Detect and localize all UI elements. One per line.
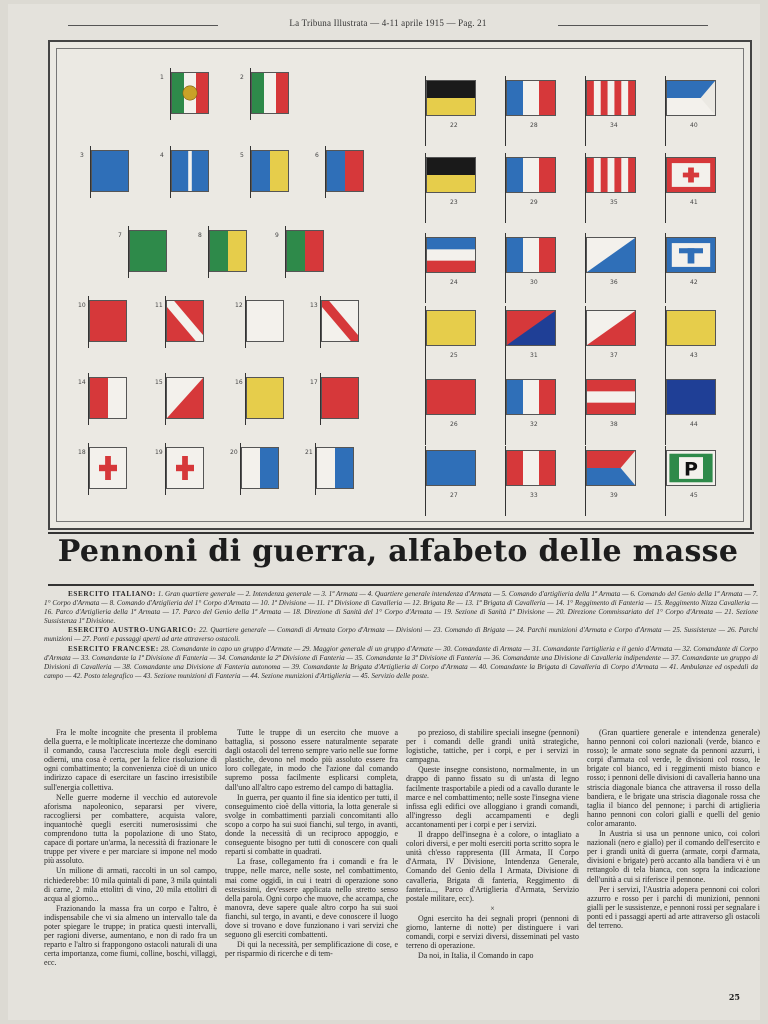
flag-cloth	[586, 80, 636, 116]
flag-number: 37	[610, 352, 618, 359]
flag-number: 32	[530, 421, 538, 428]
flag-31	[505, 310, 557, 380]
flag-7	[118, 230, 168, 282]
flag-number: 5	[240, 152, 244, 159]
svg-text:P: P	[684, 459, 698, 481]
page-title: Pennoni di guerra, alfabeto delle masse	[57, 534, 739, 569]
flag-cloth	[171, 72, 209, 114]
flag-cloth	[286, 230, 324, 272]
flag-3	[80, 150, 130, 202]
flag-25	[425, 310, 477, 380]
flag-17	[310, 377, 360, 429]
legend-austrian-head: ESERCITO AUSTRO-UNGARICO:	[68, 626, 197, 635]
flag-cloth	[666, 237, 716, 273]
flag-cloth	[666, 80, 716, 116]
flag-number: 41	[690, 199, 698, 206]
paragraph: Ogni esercito ha dei segnali propri (pennoni di giorno, lanterne di notte) per distinguere i vari comandi, corpi e servizi diversi, disseminati pel vasto terreno di operazione.	[406, 913, 579, 951]
flag-cloth	[666, 157, 716, 193]
flag-number: 30	[530, 279, 538, 286]
flag-number: 18	[78, 449, 86, 456]
flag-cloth	[166, 447, 204, 489]
flag-cloth	[506, 237, 556, 273]
paragraph: Da noi, in Italia, il Comando in capo	[418, 951, 534, 961]
flag-number: 38	[610, 421, 618, 428]
flag-number: 24	[450, 279, 458, 286]
flag-number: 15	[155, 379, 163, 386]
flag-cloth	[166, 377, 204, 419]
flag-10	[78, 300, 128, 352]
flag-cloth	[129, 230, 167, 272]
flag-cloth	[316, 447, 354, 489]
flag-44	[665, 379, 717, 449]
paragraph: Tutte le truppe di un esercito che muove a battaglia, si possono essere naturalmente separate dagli ostacoli del terreno sempre vario nelle sue forme plastiche, devono nel modo più assoluto essere fra loro collegate, in modo che l'azione dal comando supremo possa facilmente esplicarsi completa, dall'uno all'altro capo estremo del campo di battaglia.	[225, 728, 398, 792]
flag-4	[160, 150, 210, 202]
flag-cloth	[426, 157, 476, 193]
flag-16	[235, 377, 285, 429]
flag-cloth	[426, 237, 476, 273]
flag-number: 20	[230, 449, 238, 456]
flag-30	[505, 237, 557, 307]
flag-28	[505, 80, 557, 150]
flags-plate	[48, 40, 752, 530]
flag-number: 36	[610, 279, 618, 286]
flag-number: 4	[160, 152, 164, 159]
paragraph: La frase, collegamento fra i comandi e fra le truppe, nelle marce, nelle soste, nel combattimento, mai come oggidì, in cui i teatri di operazione sono estesissimi, dev'essere applicata nello stretto senso della parola. Ogni corpo che muove, che accampa, che manovra, deve sapere quale altro corpo ha sui suoi fianchi, sul tergo, in avanti, e deve conoscere il luogo dove si trovano e dove funzionano i vari servizi che seguono gli eserciti combattenti.	[225, 857, 398, 940]
flag-24	[425, 237, 477, 307]
flag-37	[585, 310, 637, 380]
flag-number: 16	[235, 379, 243, 386]
flag-38	[585, 379, 637, 449]
flags-legend	[44, 590, 758, 681]
legend-austrian	[44, 626, 758, 644]
flag-cloth	[426, 450, 476, 486]
article-column-2	[225, 728, 398, 1018]
flag-number: 12	[235, 302, 243, 309]
flag-number: 40	[690, 122, 698, 129]
flag-36	[585, 237, 637, 307]
flag-number: 11	[155, 302, 163, 309]
running-head	[68, 18, 708, 32]
flag-number: 28	[530, 122, 538, 129]
flag-number: 22	[450, 122, 458, 129]
flag-cloth	[166, 300, 204, 342]
flag-cloth	[241, 447, 279, 489]
paragraph: (Gran quartiere generale e intendenza generale) hanno pennoni coi colori nazionali (verde, bianco e rosso); le armate sono segnate da pennoni azzurri, i corpi d'armata col verde, le divisioni col rosso, le brigate col bianco, ed i reggimenti misto bianco e rosso; i pennoni delle divisioni di cavalleria hanno una striscia diagonale bianca che attraversa il rosso della bandiera, e le brigate una striscia diagonale rossa che taglia il bianco del pennone; i parchi di artiglieria hanno pennoni con colori gialli e quelli del genio color amaranto.	[587, 728, 760, 828]
head-rule-right	[558, 25, 708, 26]
flag-number: 25	[450, 352, 458, 359]
flag-6	[315, 150, 365, 202]
flag-number: 19	[155, 449, 163, 456]
flag-cloth	[586, 310, 636, 346]
legend-french-head: ESERCITO FRANCESE:	[68, 644, 159, 653]
flag-cloth	[89, 377, 127, 419]
flag-cloth	[586, 157, 636, 193]
paragraph: Il drappo dell'insegna è a colore, o intagliato a colori diversi, e per molti eserciti porta scritto sopra le unità ch'esso rappresenta (III Armata, II Corpo d'Armata, IV Divisione, Intendenza Generale, Comando del Genio della I Armata, Divisione di cavalleria, Brigata di fanteria, Reggimento di fanteria..., Parco d'Artiglieria d'Armata, Servizio postale militare, ecc).	[406, 830, 579, 903]
flag-number: 13	[310, 302, 318, 309]
flag-number: 29	[530, 199, 538, 206]
flag-11	[155, 300, 205, 352]
flag-number: 44	[690, 421, 698, 428]
flag-number: 17	[310, 379, 318, 386]
flag-14	[78, 377, 128, 429]
flag-number: 9	[275, 232, 279, 239]
flag-9	[275, 230, 325, 282]
paragraph: Per i servizi, l'Austria adopera pennoni coi colori azzurro e rosso per i parchi di munizioni, pennoni gialli per le sussistenze, e pennoni rossi per segnalare i ponti ed i passaggi aperti ad arte attraverso gli ostacoli del terreno.	[587, 884, 760, 930]
flag-20	[230, 447, 280, 499]
flag-number: 27	[450, 492, 458, 499]
flag-cloth	[666, 310, 716, 346]
section-separator: ×	[490, 903, 495, 913]
flag-cloth	[666, 379, 716, 415]
article-column-1	[44, 728, 217, 1018]
flag-cloth	[586, 379, 636, 415]
flag-cloth	[89, 447, 127, 489]
paragraph: In Austria si usa un pennone unico, coi colori nazionali (nero e giallo) per il comando dell'esercito e per i grandi unità di guerra (armate, corpi d'armata, divisioni e brigate) però accanto alla bandiera vi è un rettangolo di tela bianca, con sopra la indicazione dell'unità a cui si riferisce il pennone.	[587, 829, 760, 884]
flag-40	[665, 80, 717, 150]
flag-32	[505, 379, 557, 449]
flag-number: 42	[690, 279, 698, 286]
flag-number: 45	[690, 492, 698, 499]
flag-number: 31	[530, 352, 538, 359]
flag-cloth	[506, 379, 556, 415]
flag-2	[240, 72, 290, 124]
paragraph: Nelle guerre moderne il vecchio ed autorevole aforisma napoleonico, separarsi per vivere, raccogliersi per combattere, acquista valore, inquantochè quegli eserciti numerosissimi che comprendono tutta la popolazione di uno Stato, capace di portare un'arma, la necessità di frazionare le truppe per vivere e per marciare si impone nel modo più assoluto.	[44, 792, 217, 866]
newspaper-page	[8, 4, 760, 1020]
flag-22	[425, 80, 477, 150]
article-column-4	[587, 728, 760, 1018]
flag-39	[585, 450, 637, 520]
flag-1	[160, 72, 210, 124]
title-rule-bottom	[48, 584, 754, 586]
legend-austrian-text: 22. Quartiere generale — Comandi di Armata Corpo d'Armata — Divisioni — 23. Comando di Brigata — 24. Parchi munizioni d'Armata e Corpo d'Armata — 25. Sussistenze — 26. Parchi munizioni — 27. Ponti e passaggi aperti ad arte attraverso ostacoli.	[44, 626, 758, 644]
paragraph: Queste insegne consistono, normalmente, in un drappo di panno fissato su di un'asta di legno facilmente trasportabile a piedi od a cavallo durante le marce e nel combattimento; nelle soste l'insegna viene infissa egli edifici ove alloggiano i grandi comandi, all'ingresso degli accampamenti e degli accantonamenti per i corpi e per i servizi.	[406, 765, 579, 829]
flag-34	[585, 80, 637, 150]
flag-number: 14	[78, 379, 86, 386]
flag-number: 33	[530, 492, 538, 499]
flag-cloth	[506, 310, 556, 346]
flag-number: 21	[305, 449, 313, 456]
legend-italian-head: ESERCITO ITALIANO:	[68, 590, 156, 598]
flag-15	[155, 377, 205, 429]
flag-cloth	[246, 300, 284, 342]
flag-cloth	[586, 450, 636, 486]
flag-cloth	[426, 310, 476, 346]
flag-43	[665, 310, 717, 380]
flag-number: 26	[450, 421, 458, 428]
flag-number: 7	[118, 232, 122, 239]
flag-number: 6	[315, 152, 319, 159]
legend-italian	[44, 590, 758, 626]
flag-13	[310, 300, 360, 352]
flag-number: 1	[160, 74, 164, 81]
flag-cloth	[326, 150, 364, 192]
flag-cloth	[506, 450, 556, 486]
flag-number: 10	[78, 302, 86, 309]
flag-cloth	[506, 80, 556, 116]
flag-8	[198, 230, 248, 282]
flag-cloth	[251, 72, 289, 114]
flag-cloth	[586, 237, 636, 273]
flag-26	[425, 379, 477, 449]
flag-number: 23	[450, 199, 458, 206]
head-rule-left	[68, 25, 218, 26]
flag-45	[665, 450, 717, 520]
paragraph: po prezioso, di stabilire speciali insegne (pennoni) per i comandi delle grandi unità strategiche, logistiche, tattiche, per i corpi, e per i servizi in campagna.	[406, 728, 579, 765]
flag-23	[425, 157, 477, 227]
running-head-text: La Tribuna Illustrata — 4-11 aprile 1915 — Pag. 21	[289, 18, 487, 28]
page-number: 25	[728, 992, 740, 1002]
flag-cloth	[321, 300, 359, 342]
flag-cloth	[246, 377, 284, 419]
flag-number: 43	[690, 352, 698, 359]
paragraph: Frazionando la massa fra un corpo e l'altro, è indispensabile che vi sia almeno un intervallo tale da poter spiegare le truppe; in pratica questi intervalli, per ragioni diverse, aumentano, e non di rado fra un reparto e l'altro si frappongono ostacoli naturali di una certa importanza, come fiumi, colline, boschi, villaggi, ecc.	[44, 903, 217, 968]
flag-19	[155, 447, 205, 499]
flag-cloth	[426, 379, 476, 415]
flag-number: 39	[610, 492, 618, 499]
paragraph: Di qui la necessità, per semplificazione di cose, e per risparmio di ricerche e di tem-	[225, 940, 398, 959]
flag-35	[585, 157, 637, 227]
legend-italian-text: 1. Gran quartiere generale — 2. Intendenza generale — 3. 1ª Armata — 4. Quartiere generale intendenza d'Armata — 5. Comando d'artiglieria della 1ª Armata — 6. Comando del Genio della 1ª Armata — 7. 1° Corpo d'Armata — 8. Comando d'Artiglieria del 1° Corpo d'Armata — 10. 1ª Divisione — 11. 1ª Divisione di Cavalleria — 12. Brigata Re — 13. 1ª Brigata di Cavalleria — 14. 1° Reggimento di Fanteria — 15. Reggimento Nizza Cavalleria — 16. Parco d'Artiglieria della 1ª Armata — 17. Parco del Genio della 1ª Armata — 18. Direzione di Sanità del 1° Corpo d'Armata — 19. Sezione di Sanità 1ª Divisione — 20. Direzione Commissariato del 1° Corpo d'Armata — 21. Sezione Sussistenza 1ª Divisione.	[44, 590, 758, 626]
flag-number: 8	[198, 232, 202, 239]
flag-cloth	[426, 80, 476, 116]
flag-cloth	[251, 150, 289, 192]
flag-29	[505, 157, 557, 227]
flag-5	[240, 150, 290, 202]
article-column-3	[406, 728, 579, 1018]
flag-number: 3	[80, 152, 84, 159]
flag-cloth	[666, 450, 716, 486]
flag-cloth	[91, 150, 129, 192]
flag-number: 34	[610, 122, 618, 129]
flag-27	[425, 450, 477, 520]
flag-42	[665, 237, 717, 307]
flag-cloth	[171, 150, 209, 192]
flag-number: 2	[240, 74, 244, 81]
paragraph: Un milione di armati, raccolti in un sol campo, richiederebbe: 10 mila quintali di pane, 3 mila quintali di carne, 2 mila ettolitri di vino, 20 mila ettolitri di acqua al giorno...	[44, 866, 217, 903]
flag-12	[235, 300, 285, 352]
flag-cloth	[321, 377, 359, 419]
flag-number: 35	[610, 199, 618, 206]
flag-21	[305, 447, 355, 499]
article-body	[44, 728, 760, 1018]
paragraph: In guerra, per quanto il fine sia identico per tutti, il conseguimento cioè della vittoria, la lotta generale si svolge in combattimenti parziali concomitanti allo scopo a corpo ha sui suoi fianchi, sul tergo, in avanti, donde la necessità di un reciproco appoggio, e conseguente bisogno per tutti di conoscere con quali reparti si combatte in quadrati.	[225, 792, 398, 857]
legend-french	[44, 645, 758, 681]
paragraph: Fra le molte incognite che presenta il problema della guerra, e le moltiplicate incertezze che dominano il comando, causa l'accresciuta mole degli eserciti odierni, una cosa è certa, per la felice risoluzione di ogni combattimento; la convenienza cioè di un unico indirizzo capace di esercitare un fascino irresistibile sull'energia collettiva.	[44, 728, 217, 792]
flag-cloth	[89, 300, 127, 342]
flag-41	[665, 157, 717, 227]
legend-french-text: 28. Comandante in capo un gruppo d'Armate — 29. Maggior generale di un gruppo d'Armate — 30. Comandante di Armata — 31. Comandante l'artiglieria e il genio d'Armata — 32. Comandante di Corpo d'Armata — 33. Comandante la 1ª Divisione di Fanteria — 34. Comandante la 2ª Divisione di Fanteria — 35. Comandante la 3ª Divisione di Fanteria — 36. Comandante una Divisione di Cavalleria indipendente — 37. Comandante un gruppo di Divisioni di Cavalleria — 38. Comandante una Divisione di Fanteria autonoma — 39. Comandante la Brigata d'Artiglieria di Corpo d'Armata — 40. Comandante la Brigata di Cavalleria di Corpo d'Armata — 41. Ambulanze ed ospedali da campo — 42. Posto telegrafico — 43. Sezione munizioni di Fanteria — 44. Sezione munizioni d'Artiglieria — 45. Servizio delle poste.	[44, 644, 759, 680]
flag-cloth	[209, 230, 247, 272]
flag-cloth	[506, 157, 556, 193]
flag-18	[78, 447, 128, 499]
flag-33	[505, 450, 557, 520]
